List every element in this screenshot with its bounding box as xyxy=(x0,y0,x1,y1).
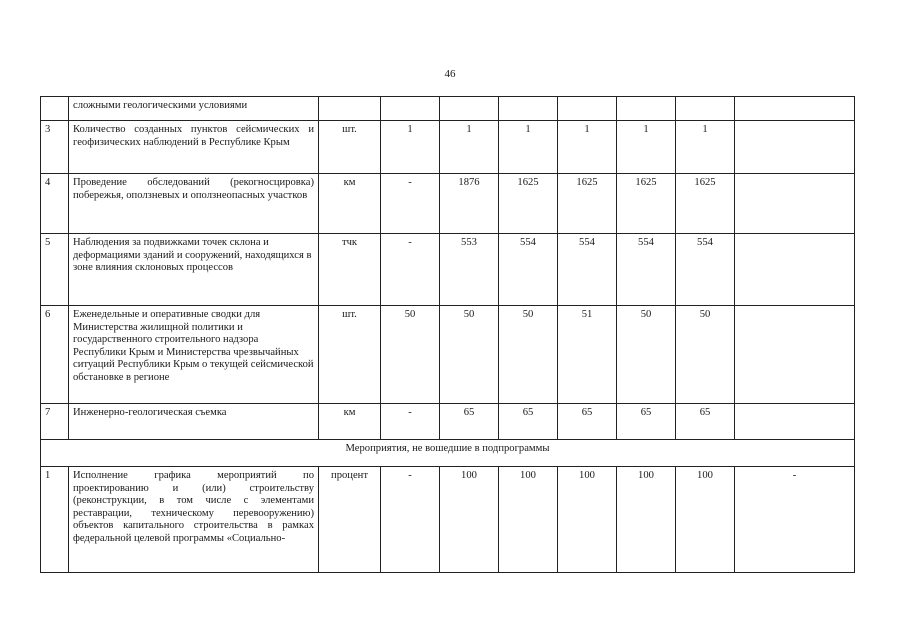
value-cell: 50 xyxy=(617,306,676,404)
row-number: 6 xyxy=(41,306,69,404)
unit-cell xyxy=(319,97,381,121)
value-cell: 65 xyxy=(558,404,617,440)
value-cell: 554 xyxy=(617,234,676,306)
value-cell: 50 xyxy=(676,306,735,404)
row-number: 1 xyxy=(41,467,69,573)
value-cell: 1625 xyxy=(676,174,735,234)
value-cell: - xyxy=(381,404,440,440)
row-number: 4 xyxy=(41,174,69,234)
value-cell: 1625 xyxy=(617,174,676,234)
row-number: 5 xyxy=(41,234,69,306)
indicators-table xyxy=(40,96,855,573)
value-cell: 100 xyxy=(499,467,558,573)
note-cell: - xyxy=(735,467,855,573)
table-row xyxy=(41,97,855,121)
table-row xyxy=(41,121,855,174)
value-cell: 1625 xyxy=(558,174,617,234)
value-cell: 554 xyxy=(499,234,558,306)
page-number: 46 xyxy=(444,68,456,80)
value-cell: - xyxy=(381,234,440,306)
value-cell xyxy=(381,97,440,121)
indicator-name: Исполнение графика мероприятий по проектированию и (или) строительству (реконструкции, в том числе с элементами реставрации, техническому перевооружению) объектов капитального строительства в рамках федеральной целевой программы «Социально- xyxy=(69,467,319,573)
row-number: 7 xyxy=(41,404,69,440)
value-cell: 1 xyxy=(558,121,617,174)
value-cell: 65 xyxy=(676,404,735,440)
note-cell xyxy=(735,306,855,404)
indicator-name: Проведение обследований (рекогносцировка) побережья, оползневых и оползнеопасных участков xyxy=(69,174,319,234)
value-cell: 100 xyxy=(558,467,617,573)
indicator-name: Количество созданных пунктов сейсмических и геофизических наблюдений в Республике Крым xyxy=(69,121,319,174)
table-row xyxy=(41,234,855,306)
value-cell: 554 xyxy=(558,234,617,306)
indicator-name: Еженедельные и оперативные сводки для Министерства жилищной политики и государственного строительного надзора Республики Крым и Министерства чрезвычайных ситуаций Республики Крым о текущей сейсмической обстановке в регионе xyxy=(69,306,319,404)
value-cell: 1 xyxy=(381,121,440,174)
value-cell xyxy=(440,97,499,121)
indicator-name: сложными геологическими условиями xyxy=(69,97,319,121)
unit-cell: км xyxy=(319,174,381,234)
table-row xyxy=(41,306,855,404)
value-cell: 1 xyxy=(499,121,558,174)
indicator-name: Инженерно-геологическая съемка xyxy=(69,404,319,440)
unit-cell: шт. xyxy=(319,306,381,404)
value-cell: 51 xyxy=(558,306,617,404)
row-number: 3 xyxy=(41,121,69,174)
value-cell: 554 xyxy=(676,234,735,306)
value-cell: 1625 xyxy=(499,174,558,234)
value-cell: 1 xyxy=(440,121,499,174)
value-cell xyxy=(617,97,676,121)
row-number xyxy=(41,97,69,121)
note-cell xyxy=(735,174,855,234)
unit-cell: шт. xyxy=(319,121,381,174)
value-cell: 65 xyxy=(499,404,558,440)
table-row xyxy=(41,174,855,234)
indicator-name: Наблюдения за подвижками точек склона и деформациями зданий и сооружений, находящихся в зоне влияния склоновых процессов xyxy=(69,234,319,306)
value-cell xyxy=(558,97,617,121)
section-row xyxy=(41,440,855,467)
value-cell: 65 xyxy=(440,404,499,440)
unit-cell: тчк xyxy=(319,234,381,306)
value-cell: 50 xyxy=(499,306,558,404)
value-cell: 50 xyxy=(381,306,440,404)
value-cell: - xyxy=(381,174,440,234)
value-cell: 553 xyxy=(440,234,499,306)
value-cell: 50 xyxy=(440,306,499,404)
section-title: Мероприятия, не вошедшие в подпрограммы xyxy=(41,440,855,467)
value-cell xyxy=(676,97,735,121)
note-cell xyxy=(735,234,855,306)
value-cell: 100 xyxy=(617,467,676,573)
note-cell xyxy=(735,97,855,121)
value-cell: 1 xyxy=(617,121,676,174)
unit-cell: процент xyxy=(319,467,381,573)
value-cell: 65 xyxy=(617,404,676,440)
unit-cell: км xyxy=(319,404,381,440)
table-row xyxy=(41,467,855,573)
value-cell: - xyxy=(381,467,440,573)
table-row xyxy=(41,404,855,440)
note-cell xyxy=(735,404,855,440)
value-cell: 100 xyxy=(676,467,735,573)
value-cell: 1876 xyxy=(440,174,499,234)
value-cell: 100 xyxy=(440,467,499,573)
value-cell: 1 xyxy=(676,121,735,174)
note-cell xyxy=(735,121,855,174)
value-cell xyxy=(499,97,558,121)
